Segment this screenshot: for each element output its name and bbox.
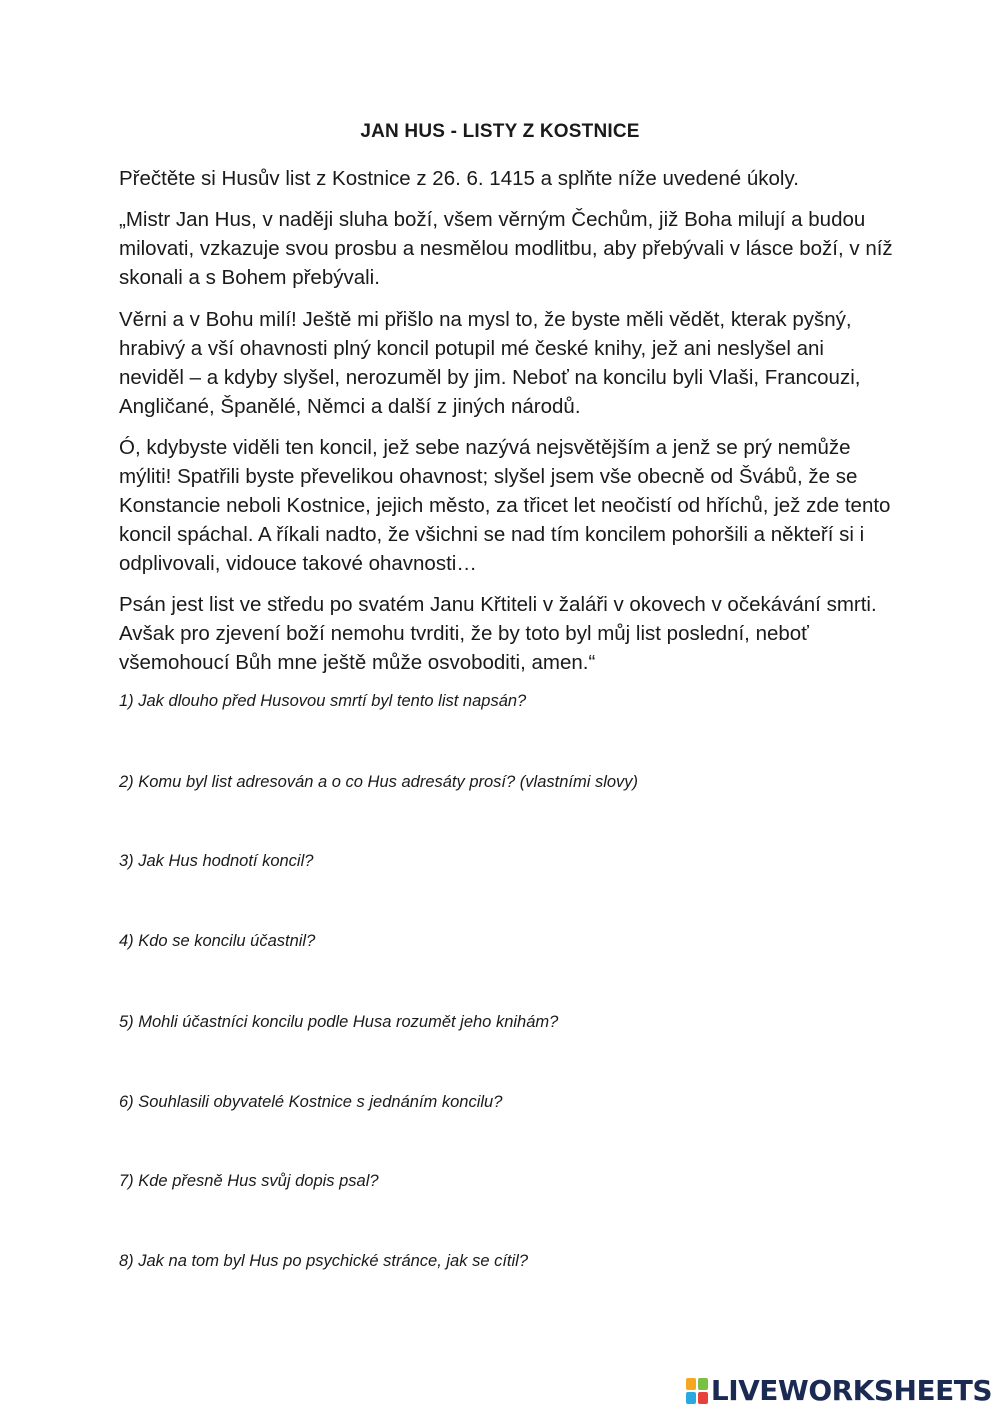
question-8: 8) Jak na tom byl Hus po psychické stránce, jak se cítil? xyxy=(119,1252,529,1270)
logo-tile-4 xyxy=(698,1392,708,1404)
letter-paragraph-1: „Mistr Jan Hus, v naději sluha boží, všem věrným Čechům, již Boha milují a budou milovati, vzkazuje svou prosbu a nesmělou modlitbu, aby přebývali v lásce boží, v níž skonali a s Bohem přebývali. xyxy=(119,208,893,289)
letter-paragraph-2: Věrni a v Bohu milí! Ještě mi přišlo na mysl to, že byste měli vědět, kterak pyšný, hrabivý a vší ohavnosti plný koncil potupil mé české knihy, jež ani neslyšel ani neviděl – a kdyby slyšel, nerozuměl by jim. Neboť na koncilu byli Vlaši, Francouzi, Angličané, Španělé, Němci a další z jiných národů. xyxy=(119,308,861,418)
question-1: 1) Jak dlouho před Husovou smrtí byl tento list napsán? xyxy=(119,692,527,710)
logo-text: LIVEWORKSHEETS xyxy=(710,1374,992,1407)
liveworksheets-logo-icon xyxy=(686,1378,708,1404)
question-5: 5) Mohli účastníci koncilu podle Husa rozumět jeho knihám? xyxy=(119,1013,559,1031)
question-3: 3) Jak Hus hodnotí koncil? xyxy=(119,852,314,870)
logo-tile-1 xyxy=(686,1378,696,1390)
instructions: Přečtěte si Husův list z Kostnice z 26. 6. 1415 a splňte níže uvedené úkoly. xyxy=(119,167,799,190)
question-7: 7) Kde přesně Hus svůj dopis psal? xyxy=(119,1172,379,1190)
letter-paragraph-3: Ó, kdybyste viděli ten koncil, jež sebe nazývá nejsvětějším a jenž se prý nemůže mýliti! Spatřili byste převelikou ohavnost; slyšel jsem vše obecně od Švábů, že se Konstancie neboli Kostnice, jejich město, za třicet let neočistí od hříchů, jež zde tento koncil spáchal. A říkali nadto, že všichni se nad tím koncilem pohoršili a někteří si i odplivovali, vidouce takové ohavnosti… xyxy=(119,436,891,575)
question-4: 4) Kdo se koncilu účastnil? xyxy=(119,932,316,950)
liveworksheets-logo[interactable] xyxy=(686,1374,992,1407)
question-6: 6) Souhlasili obyvatelé Kostnice s jednáním koncilu? xyxy=(119,1093,503,1111)
letter-paragraph-4: Psán jest list ve středu po svatém Janu Křtiteli v žaláři v okovech v očekávání smrti. Avšak pro zjevení boží nemohu tvrditi, že by toto byl můj list poslední, neboť všemohoucí Bůh mne ještě může osvoboditi, amen.“ xyxy=(119,593,877,674)
document-title: JAN HUS - LISTY Z KOSTNICE xyxy=(360,121,640,142)
question-2: 2) Komu byl list adresován a o co Hus adresáty prosí? (vlastními slovy) xyxy=(119,773,639,791)
logo-tile-2 xyxy=(698,1378,708,1390)
logo-tile-3 xyxy=(686,1392,696,1404)
